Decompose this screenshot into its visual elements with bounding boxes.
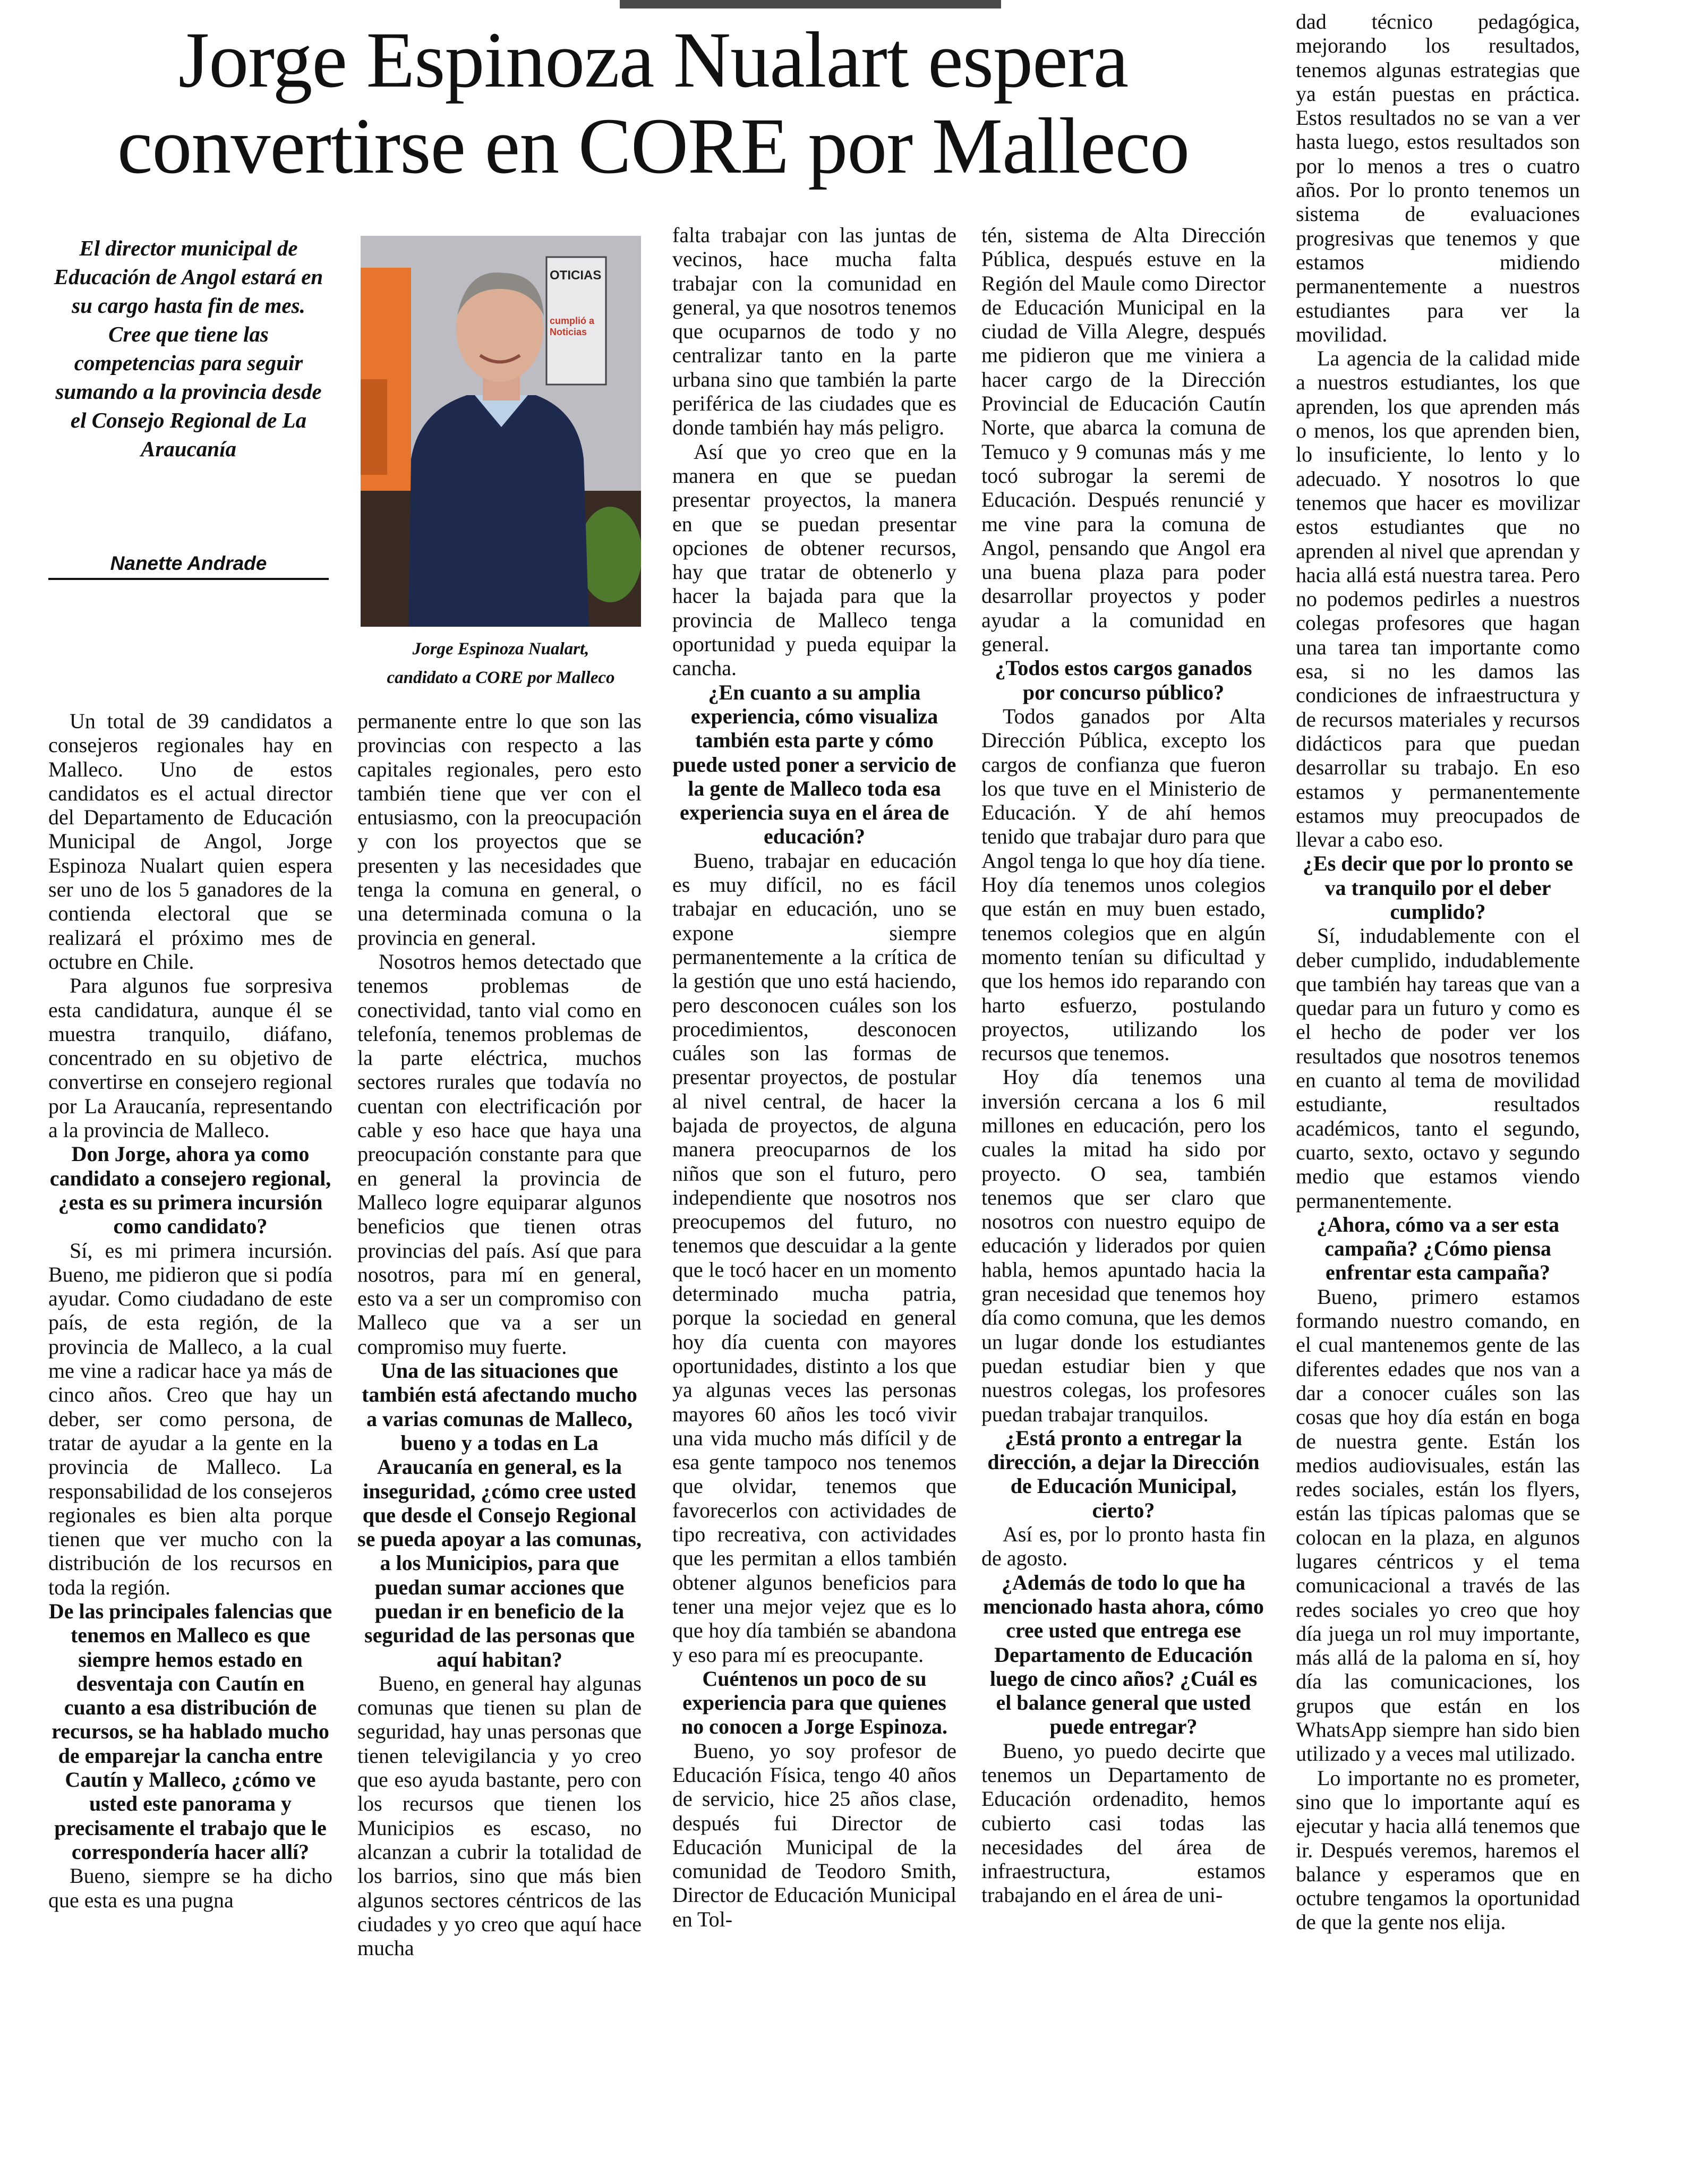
- portrait-photo: [361, 236, 641, 627]
- article-column-2: [357, 709, 642, 2132]
- sign-text-secondary: cumplió a Noticias: [550, 315, 595, 337]
- body-paragraph: Bueno, siempre se ha dicho que esta es una pugna: [48, 1864, 332, 1912]
- article-column-4: [981, 223, 1266, 2132]
- body-paragraph: Sí, indudablemente con el deber cumplido, indudablemente que también hay tareas que van a quedar para un futuro y como es el hecho de poder ver los resultados que nosotros tenemos en cuanto al tema de movilidad estudiante, resultados académicos, tanto el segundo, cuarto, sexto, octavo y segundo medio que estamos viendo permanentemente.: [1296, 924, 1580, 1213]
- photo-caption-line-2: candidato a CORE por Malleco: [387, 668, 615, 687]
- body-paragraph: Bueno, primero estamos formando nuestro comando, en el cual mantenemos gente de las diferentes edades que nos van a dar a conocer cuáles son las cosas que hoy día están en boga de nuestra gente. Están los medios audiovisuales, están las redes sociales, están los flyers, están las típicas palomas que se colocan en la plaza, en algunos lugares céntricos y el tema comunicacional a través de las redes sociales yo creo que hoy día juega un rol muy importante, más allá de la paloma en sí, hoy día las comunicaciones, los grupos que están en los WhatsApp siempre han sido bien utilizado y a veces mal utilizado.: [1296, 1284, 1580, 1766]
- interview-question: ¿Está pronto a entregar la dirección, a dejar la Dirección de Educación Municipal, cierto?: [987, 1426, 1260, 1522]
- byline: Nanette Andrade: [110, 552, 267, 574]
- body-paragraph: tén, sistema de Alta Dirección Pública, después estuve en la Región del Maule como Director de Educación Municipal en la ciudad de Villa Alegre, después me pidieron que me viniera a hacer cargo de la Dirección Provincial de Educación Cautín Norte, que abarca la comuna de Temuco y 9 comunas más y me tocó subrogar la seremi de Educación. Después renuncié y me vine para la comuna de Angol, pensando que Angol era una buena plaza para poder desarrollar proyectos y poder ayudar a la comunidad en general.: [981, 223, 1266, 656]
- article-column-5: [1296, 10, 1580, 2132]
- body-paragraph: Nosotros hemos detectado que tenemos problemas de conectividad, tanto vial como en telefonía, tenemos problemas de la parte eléctrica, muchos sectores rurales que todavía no cuentan con electrificación por cable y eso hace que haya una preocupación constante para que en general la provincia de Malleco logre equiparar algunos beneficios que tienen otras provincias del país. Así que para nosotros, para mí en general, esto va a ser un compromiso con Malleco que va a ser un compromiso muy fuerte.: [357, 949, 642, 1359]
- body-paragraph: Bueno, en general hay algunas comunas que tienen su plan de seguridad, hay unas personas que tienen televigilancia y yo creo que eso ayuda bastante, pero con los recursos que tienen los Municipios es escaso, no alcanzan a cubrir la totalidad de los barrios, sino que más bien algunos sectores céntricos de las ciudades y yo creo que aquí hace mucha: [357, 1671, 642, 1960]
- body-paragraph: permanente entre lo que son las provincias con respecto a las capitales regionales, pero esto también tiene que ver con el entusiasmo, con la preocupación y con los proyectos que se presenten y las necesidades que tenga la comuna en general, o una determinada comuna o la provincia en general.: [357, 709, 642, 950]
- article-deck: El director municipal de Educación de Angol estará en su cargo hasta fin de mes. Cree que tiene las competencias para seguir sumando a la provincia desde el Consejo Regional de La Araucanía: [54, 236, 323, 461]
- interview-question: De las principales falencias que tenemos en Malleco es que siempre hemos estado en desventaja con Cautín en cuanto a esa distribución de recursos, se ha hablado mucho de emparejar la cancha entre Cautín y Malleco, ¿cómo ve usted este panorama y precisamente el trabajo que le correspondería hacer allí?: [48, 1599, 332, 1864]
- body-paragraph: Todos ganados por Alta Dirección Pública, excepto los cargos de confianza que fueron los que tuve en el Ministerio de Educación. Y de ahí hemos tenido que trabajar duro para que Angol tenga lo que hoy día tiene. Hoy día tenemos unos colegios que están en muy buen estado, tenemos colegios que en algún momento tenían su dificultad y que los hemos ido reparando con harto esfuerzo, postulando proyectos, utilizando los recursos que tenemos.: [981, 704, 1266, 1065]
- interview-question: ¿Ahora, cómo va a ser esta campaña? ¿Cómo piensa enfrentar esta campaña?: [1317, 1212, 1559, 1285]
- interview-question: ¿En cuanto a su amplia experiencia, cómo visualiza también esta parte y cómo puede usted poner a servicio de la gente de Malleco toda esa experiencia suya en el área de educación?: [672, 680, 956, 849]
- interview-question: ¿Es decir que por lo pronto se va tranquilo por el deber cumplido?: [1303, 851, 1573, 924]
- sign-text: OTICIAS: [550, 268, 602, 283]
- byline-divider: [48, 578, 329, 580]
- interview-question: Cuéntenos un poco de su experiencia para que quienes no conocen a Jorge Espinoza.: [681, 1666, 948, 1739]
- article-column-1: [48, 709, 332, 2132]
- interview-question: ¿Además de todo lo que ha mencionado hasta ahora, cómo cree usted que entrega ese Departamento de Educación luego de cinco años? ¿Cuál es el balance general que usted puede entregar?: [983, 1570, 1264, 1739]
- body-paragraph: Así que yo creo que en la manera en que se puedan presentar proyectos, la manera en que se puedan presentar opciones de obtener recursos, hay que tratar de obtenerlo y hacer la bajada para que la provincia de Malleco tenga oportunidad y pueda equipar la cancha.: [672, 439, 956, 680]
- interview-question: Don Jorge, ahora ya como candidato a consejero regional, ¿esta es su primera incursión como candidato?: [49, 1142, 331, 1239]
- body-paragraph: La agencia de la calidad mide a nuestros estudiantes, los que aprenden, los que aprenden más o menos, los que aprenden bien, lo insuficiente, lo lento y lo adecuado. Y nosotros lo que tenemos que hacer es movilizar estos estudiantes que no aprenden al nivel que aprendan y hacia allá está nuestra tarea. Pero no podemos pedirles a nuestros colegas profesores que hagan una tarea tan importante como esa, si no les damos las condiciones de infraestructura y de recursos materiales y recursos didácticos para que puedan desarrollar su trabajo. En eso estamos y permanentemente estamos muy preocupados de llevar a cabo eso.: [1296, 346, 1580, 852]
- headline-line-2: convertirse en CORE por Malleco: [117, 102, 1190, 190]
- interview-question: ¿Todos estos cargos ganados por concurso público?: [995, 656, 1252, 704]
- body-paragraph: falta trabajar con las juntas de vecinos, hace mucha falta trabajar con la comunidad en general, ya que nosotros tenemos que ocuparnos de todo y no centralizar tanto en la parte urbana sino que también la parte periférica de las ciudades que es donde también hay más peligro.: [672, 223, 956, 440]
- body-paragraph: Sí, es mi primera incursión. Bueno, me pidieron que si podía ayudar. Como ciudadano de este país, de esta región, de la provincia de Malleco, a la cual me vine a radicar hace ya más de cinco años. Creo que hay un deber, ser como persona, de tratar de ayudar a la gente en la provincia de Malleco. La responsabilidad de los consejeros regionales es bien alta porque tienen que ver mucho con la distribución de los recursos en toda la región.: [48, 1238, 332, 1599]
- headline-line-1: Jorge Espinoza Nualart espera: [178, 16, 1129, 104]
- page-header-bar: [620, 0, 1001, 8]
- body-paragraph: Para algunos fue sorpresiva esta candidatura, aunque él se muestra tranquilo, diáfano, concentrado en su objetivo de convertirse en consejero regional por La Araucanía, representando a la provincia de Malleco.: [48, 974, 332, 1142]
- body-paragraph: Bueno, yo puedo decirte que tenemos un Departamento de Educación ordenadito, hemos cubierto casi todas las necesidades del área de infraestructura, estamos trabajando en el área de uni-: [981, 1738, 1266, 1907]
- photo-caption-line-1: Jorge Espinoza Nualart,: [412, 639, 589, 659]
- article-column-3: [672, 223, 956, 2132]
- body-paragraph: dad técnico pedagógica, mejorando los resultados, tenemos algunas estrategias que ya están puestas en práctica. Estos resultados no se van a ver hasta luego, estos resultados son por lo menos a tres o cuatro años. Por lo pronto tenemos un sistema de evaluaciones progresivas que tenemos y que estamos midiendo permanentemente a nuestros estudiantes para ver la movilidad.: [1296, 10, 1580, 346]
- body-paragraph: Así es, por lo pronto hasta fin de agosto.: [981, 1522, 1266, 1571]
- photo-caption: [351, 635, 651, 692]
- portrait-photo-illustration: [361, 236, 641, 627]
- body-paragraph: Bueno, trabajar en educación es muy difícil, no es fácil trabajar en educación, uno se expone siempre permanentemente a la crítica de la gestión que uno está haciendo, pero desconocen cuáles son los procedimientos, desconocen cuáles son las formas de presentar proyectos, de postular al nivel central, de hacer la bajada de proyectos, de alguna manera preocuparnos de los niños que son el futuro, pero independiente que nosotros nos preocupemos del futuro, no tenemos que descuidar a la gente que le tocó hacer en un momento determinado mucha patria, porque la sociedad en general hoy día cuenta con mayores oportunidades, distinto a los que ya algunas veces las personas mayores 60 años les tocó vivir una vida mucho más difícil y de esa gente tampoco nos tenemos que olvidar, tenemos que favorecerlos con actividades de tipo recreativa, con actividades que les permitan a ellos también obtener algunos beneficios para tener una mejor vejez que es lo que hoy día también se abandona y eso para mí es preocupante.: [672, 848, 956, 1667]
- interview-question: Una de las situaciones que también está afectando mucho a varias comunas de Malleco, bueno y a todas en La Araucanía en general, es la inseguridad, ¿cómo cree usted que desde el Consejo Regional se pueda apoyar a las comunas, a los Municipios, para que puedan sumar acciones que puedan ir en beneficio de la seguridad de las personas que aquí habitan?: [357, 1359, 642, 1671]
- body-paragraph: Bueno, yo soy profesor de Educación Física, tengo 40 años de servicio, hice 25 años clase, después fui Director de Educación Municipal de la comunidad de Teodoro Smith, Director de Educación Municipal en Tol-: [672, 1738, 956, 1931]
- body-paragraph: Un total de 39 candidatos a consejeros regionales hay en Malleco. Uno de estos candidatos es el actual director del Departamento de Educación Municipal de Angol, Jorge Espinoza Nualart quien espera ser uno de los 5 ganadores de la contienda electoral que se realizará el próximo mes de octubre en Chile.: [48, 709, 332, 974]
- body-paragraph: Hoy día tenemos una inversión cercana a los 6 mil millones en educación, pero los cuales la mitad ha sido por proyecto. O sea, también tenemos que ser claro que nosotros con nuestro equipo de educación y liderados por quien habla, hemos apuntado hacia la gran necesidad que tenemos hoy día como comuna, que les demos un lugar donde los estudiantes puedan estudiar bien y que nuestros colegas, los profesores puedan trabajar tranquilos.: [981, 1065, 1266, 1426]
- body-paragraph: Lo importante no es prometer, sino que lo importante aquí es ejecutar y hacia allá tenemos que ir. Después veremos, haremos el balance y esperamos que en octubre tengamos la oportunidad de que la gente nos elija.: [1296, 1765, 1580, 1934]
